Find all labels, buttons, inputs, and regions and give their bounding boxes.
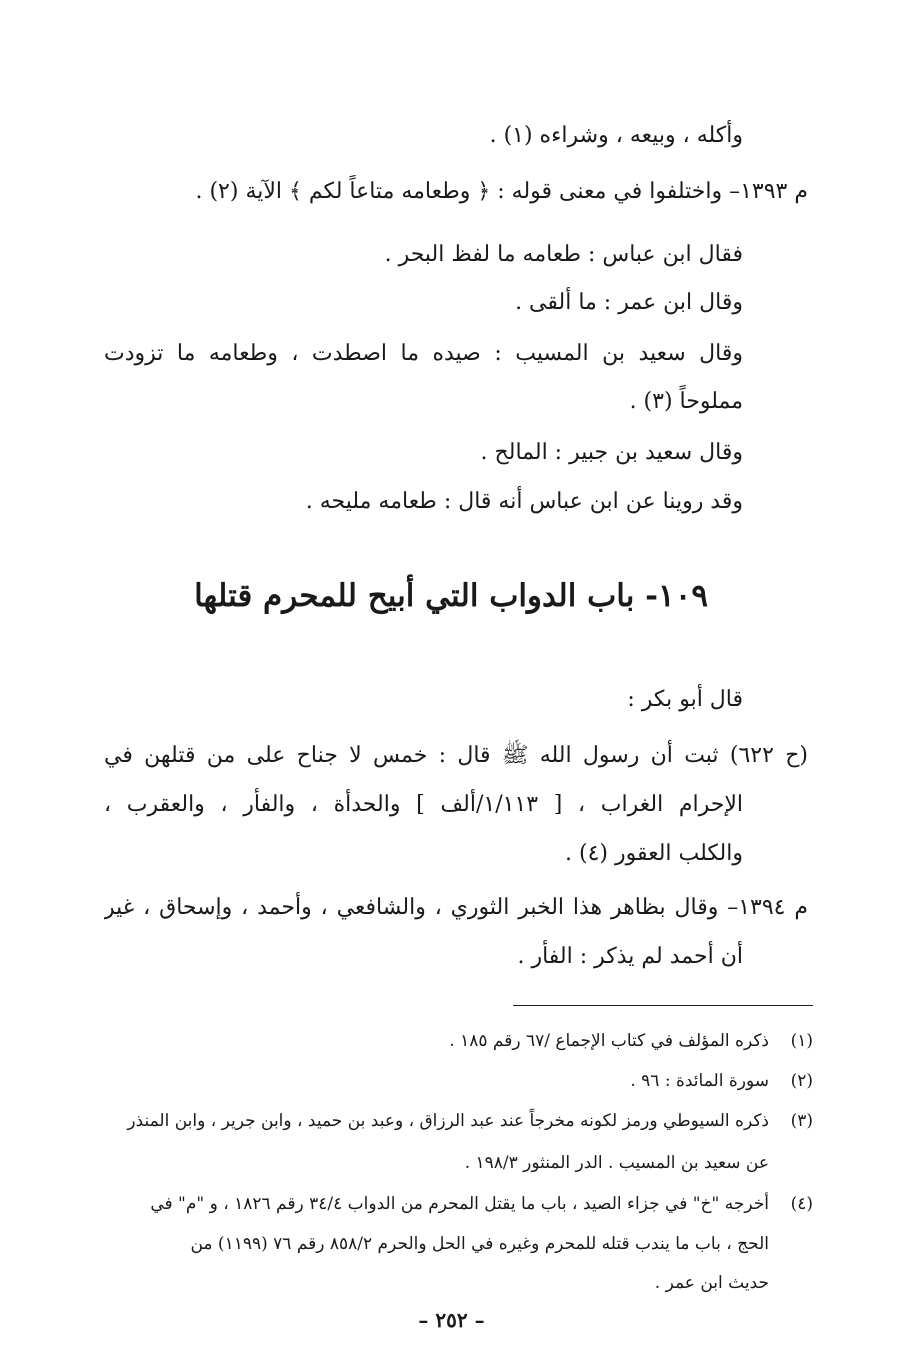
page-number: – ٢٥٢ – [418,1308,485,1332]
text-line: فقال ابن عباس : طعامه ما لفظ البحر . [384,242,743,267]
footnote-4 [108,1187,813,1221]
footnote-text: سورة المائدة : ٩٦ . [630,1071,769,1091]
footnote-3 [108,1104,813,1138]
footnote-text: عن سعيد بن المسيب . الدر المنثور ١٩٨/٣ . [464,1153,769,1173]
footnote-1 [108,1024,813,1058]
footnote-number: (٣) [790,1111,813,1131]
hadith-entry-622: (ح ٦٢٢) ثبت أن رسول الله ﷺ قال : خمس لا جناح على من قتلهن في [104,743,808,768]
numbered-entry-1393: م ١٣٩٣– واختلفوا في معنى قوله : ﴿ وطعامه متاعاً لكم ﴾ الآية (٢) . [195,179,808,204]
text-line: أن أحمد لم يذكر : الفأر . [517,944,743,969]
footnote-4-continued [108,1266,769,1300]
footnote-separator [513,1005,813,1006]
footnote-text: الحج ، باب ما يندب قتله للمحرم وغيره في الحل والحرم ٨٥٨/٢ رقم ٧٦ (١١٩٩) من [190,1234,769,1254]
text-line: وقال سعيد بن المسيب : صيده ما اصطدت ، وطعامه ما تزودت [104,341,743,366]
text-line: الإحرام الغراب ، [ ١/١١٣/ألف ] والحدأة ، والفأر ، والعقرب ، [104,792,743,817]
footnote-number: (٤) [790,1194,813,1214]
numbered-entry-1394: م ١٣٩٤– وقال بظاهر هذا الخبر الثوري ، والشافعي ، وأحمد ، وإسحاق ، غير [104,895,808,920]
text-line: وأكله ، وبيعه ، وشراءه (١) . [489,123,743,148]
footnote-4-continued [108,1227,769,1261]
text-line: والكلب العقور (٤) . [565,841,743,866]
text-line: وقال سعيد بن جبير : المالح . [480,440,743,465]
text-line: وقد روينا عن ابن عباس أنه قال : طعامه مليحه . [305,489,743,514]
footnote-text: ذكره السيوطي ورمز لكونه مخرجاً عند عبد الرزاق ، وعبد بن حميد ، وابن جرير ، وابن المنذر [127,1111,769,1131]
footnote-text: حديث ابن عمر . [654,1273,769,1293]
footnote-2 [108,1064,813,1098]
footnote-number: (١) [790,1031,813,1051]
text-line: مملوحاً (٣) . [629,389,743,414]
text-line: قال أبو بكر : [627,687,743,712]
footnote-3-continued [108,1146,769,1180]
footnote-number: (٢) [790,1071,813,1091]
footnote-text: أخرجه "خ" في جزاء الصيد ، باب ما يقتل المحرم من الدواب ٣٤/٤ رقم ١٨٢٦ ، و "م" في [150,1194,769,1214]
footnote-text: ذكره المؤلف في كتاب الإجماع /٦٧ رقم ١٨٥ . [449,1031,769,1051]
chapter-heading: ١٠٩- باب الدواب التي أبيح للمحرم قتلها [194,578,708,614]
text-line: وقال ابن عمر : ما ألقى . [515,290,743,315]
